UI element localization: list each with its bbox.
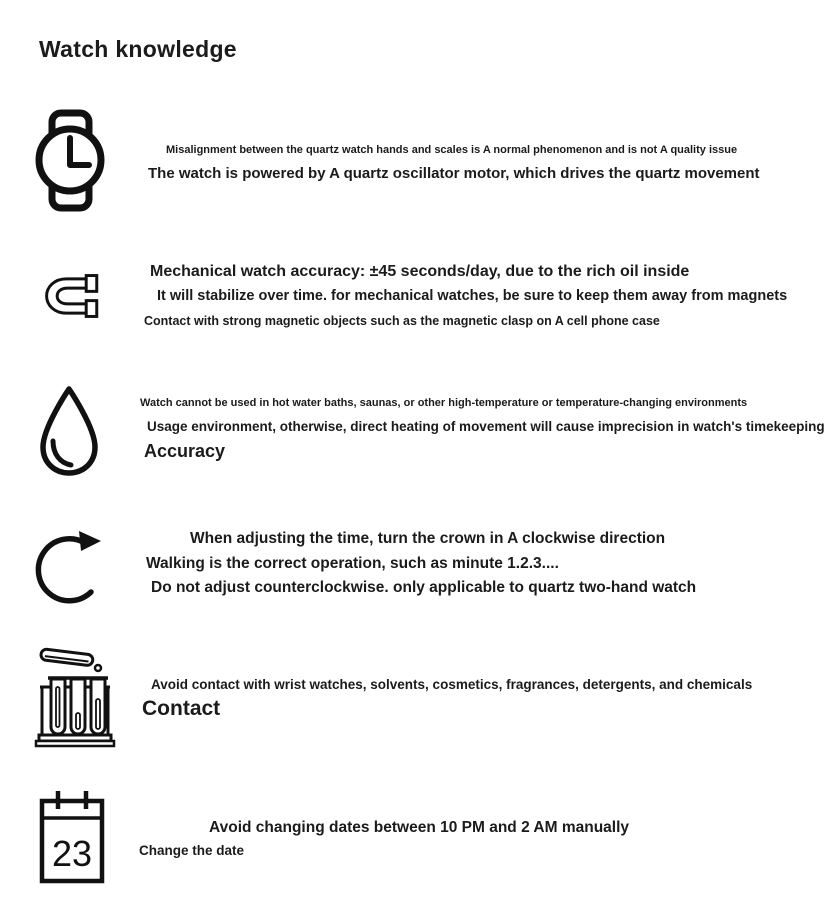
counterclockwise-warning-text: Do not adjust counterclockwise. only applicable to quartz two-hand watch <box>151 579 697 596</box>
usage-environment-text: Usage environment, otherwise, direct heating of movement will cause imprecision in watch's timekeeping <box>147 419 825 434</box>
calendar-day-number: 23 <box>51 833 93 874</box>
magnet-icon <box>40 261 106 331</box>
contact-heading: Contact <box>142 697 221 720</box>
quartz-note-text: Misalignment between the quartz watch hands and scales is A normal phenomenon and is not A quality issue <box>166 144 738 156</box>
watch-icon <box>33 108 108 213</box>
adjust-time-text: When adjusting the time, turn the crown in A clockwise direction <box>190 530 666 547</box>
walking-operation-text: Walking is the correct operation, such as minute 1.2.3.... <box>146 555 559 572</box>
magnet-contact-text: Contact with strong magnetic objects such as the magnetic clasp on A cell phone case <box>144 314 660 328</box>
clockwise-arrow-icon <box>33 518 109 611</box>
date-change-warning-text: Avoid changing dates between 10 PM and 2 AM manually <box>209 819 630 836</box>
test-tubes-icon <box>34 641 116 748</box>
calendar-icon <box>38 787 106 885</box>
magnet-stabilize-text: It will stabilize over time. for mechanical watches, be sure to keep them away from magnets <box>157 288 788 304</box>
magnet-accuracy-text: Mechanical watch accuracy: ±45 seconds/day, due to the rich oil inside <box>150 263 690 280</box>
quartz-main-text: The watch is powered by A quartz oscillator motor, which drives the quartz movement <box>148 165 760 182</box>
temperature-note-text: Watch cannot be used in hot water baths, saunas, or other high-temperature or temperature-changing environments <box>140 397 748 409</box>
accuracy-heading: Accuracy <box>144 441 226 461</box>
water-drop-icon <box>33 383 105 478</box>
page-title: Watch knowledge <box>39 36 237 62</box>
chemicals-warning-text: Avoid contact with wrist watches, solvents, cosmetics, fragrances, detergents, and chemicals <box>151 677 753 692</box>
change-date-text: Change the date <box>139 843 245 858</box>
